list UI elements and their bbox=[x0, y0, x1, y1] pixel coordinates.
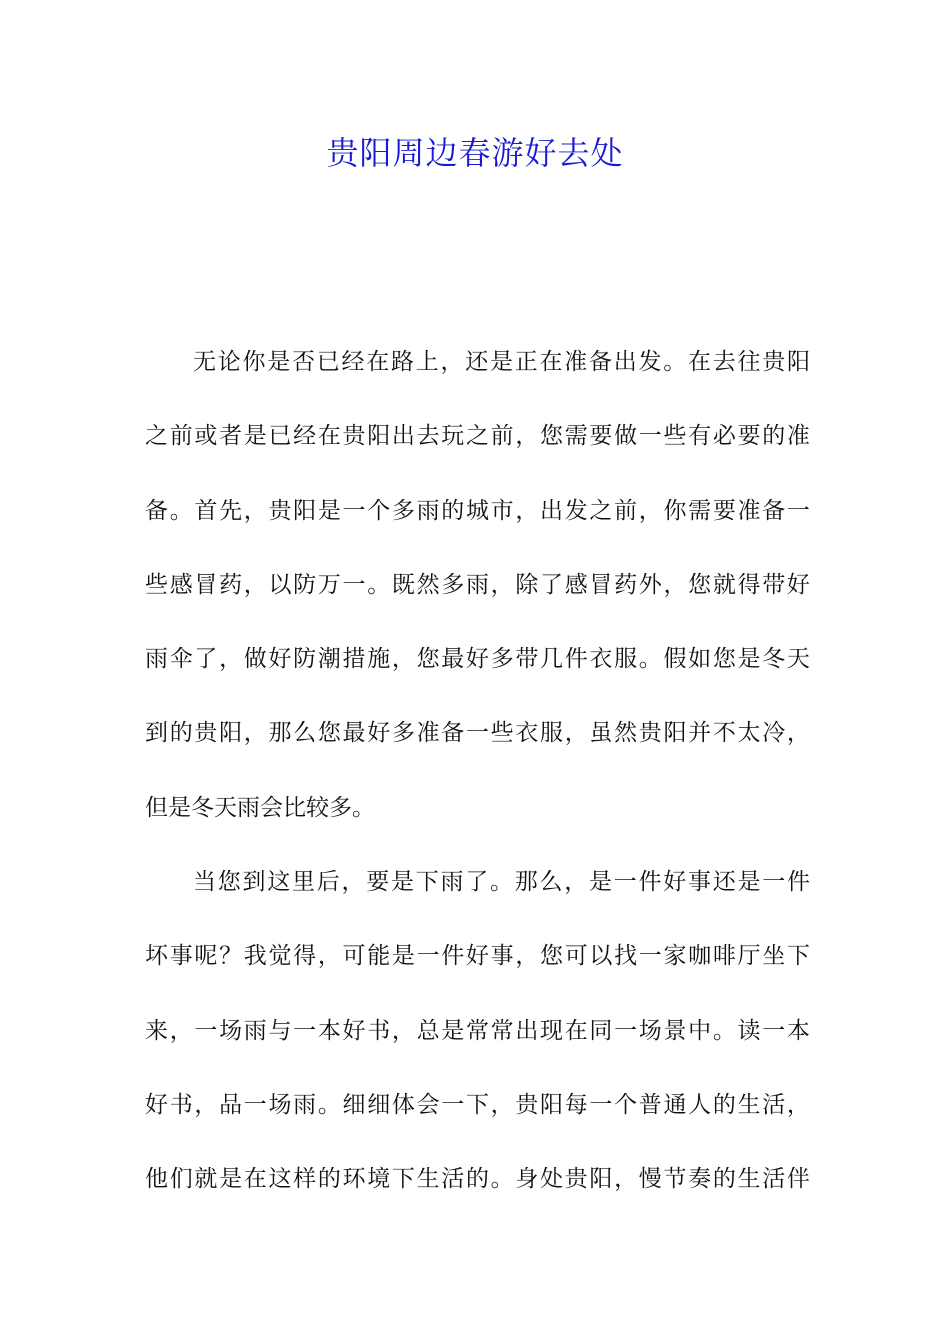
text-line: 之 前 或 者 是 已 经 在 贵 阳 出 去 玩 之 前 ， 您 需 要 做 一 些 有 必 要 的 准 bbox=[145, 423, 810, 450]
text-line: 些 感 冒 药 ， 以 防 万 一 。 既 然 多 雨 ， 除 了 感 冒 药 外 ， 您 就 得 带 好 bbox=[145, 571, 810, 598]
text-line: 来 ， 一 场 雨 与 一 本 好 书 ， 总 是 常 常 出 现 在 同 一 场 景 中 。 读 一 本 bbox=[145, 1017, 810, 1044]
text-line: 他 们 就 是 在 这 样 的 环 境 下 生 活 的 。 身 处 贵 阳 ， 慢 节 奏 的 生 活 伴 bbox=[145, 1166, 810, 1193]
paragraph-2 bbox=[145, 862, 810, 1233]
text-line: 无 论 你 是 否 已 经 在 路 上 ， 还 是 正 在 准 备 出 发 。 在 去 往 贵 阳 bbox=[193, 349, 810, 375]
text-line: 当 您 到 这 里 后 ， 要 是 下 雨 了 。 那 么 ， 是 一 件 好 事 还 是 一 件 bbox=[193, 869, 810, 896]
paragraph-1 bbox=[145, 342, 810, 862]
text-line: 到 的 贵 阳 ， 那 么 您 最 好 多 准 备 一 些 衣 服 ， 虽 然 贵 阳 并 不 太 冷 ， bbox=[145, 720, 810, 747]
document-title: 贵阳周边春游好去处 bbox=[326, 134, 624, 172]
text-line: 好 书 ， 品 一 场 雨 。 细 细 体 会 一 下 ， 贵 阳 每 一 个 普 通 人 的 生 活 ， bbox=[145, 1091, 810, 1118]
text-line: 备 。 首 先 ， 贵 阳 是 一 个 多 雨 的 城 市 ， 出 发 之 前 ， 你 需 要 准 备 一 bbox=[145, 497, 810, 524]
document-body bbox=[145, 342, 810, 1234]
text-line: 雨 伞 了 ， 做 好 防 潮 措 施 ， 您 最 好 多 带 几 件 衣 服 。 假 如 您 是 冬 天 bbox=[145, 646, 810, 673]
text-line: 但是冬天雨会比较多。 bbox=[145, 794, 375, 821]
text-line: 坏 事 呢 ？ 我 觉 得 ， 可 能 是 一 件 好 事 ， 您 可 以 找 一 家 咖 啡 厅 坐 下 bbox=[145, 943, 810, 970]
